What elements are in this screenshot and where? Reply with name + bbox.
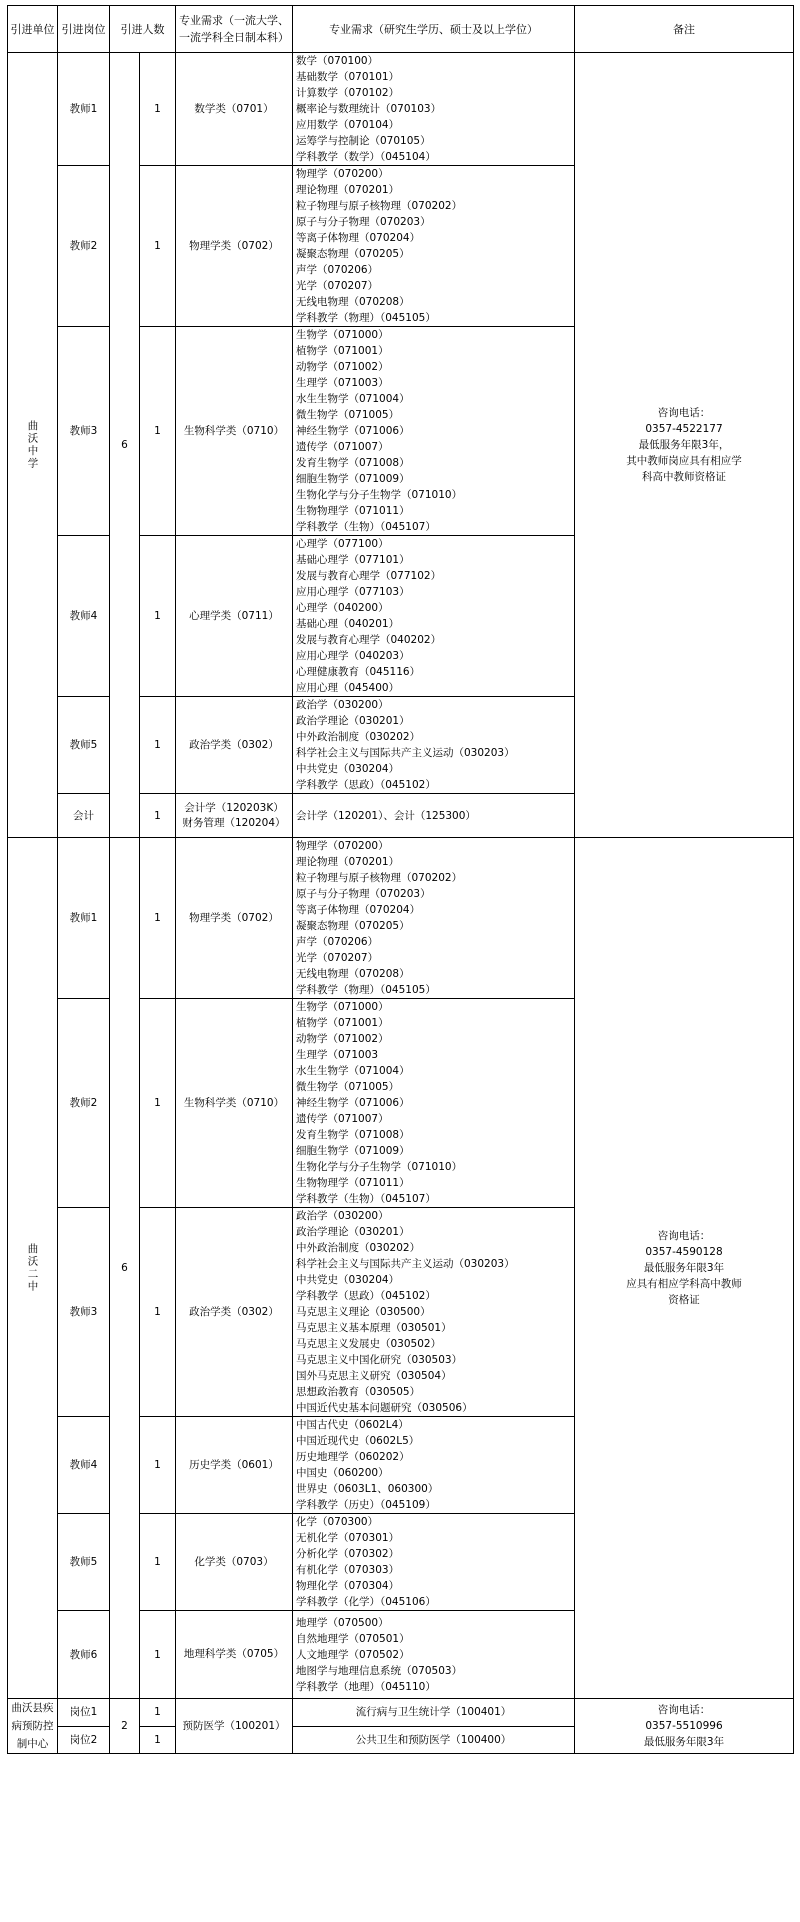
- undergrad-major-line: 心理学类（0711）: [189, 609, 279, 622]
- graduate-major-line: 中共党史（030204）: [296, 763, 400, 775]
- graduate-major-line: 学科教学（思政）（045102）: [296, 1290, 436, 1302]
- graduate-major-line: 科学社会主义与国际共产主义运动（030203）: [296, 747, 515, 759]
- graduate-major-line: 应用心理学（077103）: [296, 586, 410, 598]
- post-name-cell: 教师4: [58, 1417, 110, 1514]
- post-count-cell: 1: [140, 536, 176, 697]
- graduate-major-line: 物理学（070200）: [296, 840, 389, 852]
- post-count-cell: 1: [140, 838, 176, 999]
- graduate-major-line: 水生生物学（071004）: [296, 393, 410, 405]
- graduate-major-line: 无线电物理（070208）: [296, 296, 410, 308]
- unit-name: 曲沃二中: [26, 1243, 39, 1293]
- post-name-cell: 教师1: [58, 838, 110, 999]
- undergrad-major-cell: [176, 166, 293, 327]
- graduate-major-line: 马克思主义中国化研究（030503）: [296, 1354, 463, 1366]
- remark-line: 其中教师岗应具有相应学: [626, 455, 742, 467]
- unit-total-cell: 6: [110, 53, 140, 838]
- graduate-major-line: 原子与分子物理（070203）: [296, 216, 431, 228]
- graduate-major-cell: [293, 53, 575, 166]
- header-unit: 引进单位: [8, 6, 58, 53]
- remark-line: 0357-4522177: [645, 423, 723, 435]
- post-count-cell: 1: [140, 1514, 176, 1611]
- graduate-major-line: 地理学（070500）: [296, 1616, 389, 1629]
- post-name-cell: 教师5: [58, 1514, 110, 1611]
- graduate-major-line: 理论物理（070201）: [296, 856, 400, 868]
- graduate-major-line: 人文地理学（070502）: [296, 1648, 410, 1661]
- graduate-major-line: 政治学（030200）: [296, 1210, 389, 1222]
- post-count-cell: 1: [140, 1417, 176, 1514]
- graduate-major-line: 无机化学（070301）: [296, 1532, 400, 1544]
- post-name-cell: 教师2: [58, 166, 110, 327]
- graduate-major-line: 马克思主义理论（030500）: [296, 1306, 431, 1318]
- graduate-major-line: 学科教学（物理）（045105）: [296, 984, 436, 996]
- graduate-major-line: 自然地理学（070501）: [296, 1632, 410, 1645]
- graduate-major-line: 生物学（071000）: [296, 329, 389, 341]
- unit-total-cell: 2: [110, 1699, 140, 1754]
- undergrad-major-line: 政治学类（0302）: [189, 1305, 279, 1318]
- header-count: 引进人数: [110, 6, 176, 53]
- header-remark: 备注: [575, 6, 794, 53]
- graduate-major-cell: [293, 1726, 575, 1754]
- undergrad-major-cell: [176, 999, 293, 1208]
- post-count-cell: 1: [140, 327, 176, 536]
- post-count-cell: 1: [140, 1208, 176, 1417]
- graduate-major-line: 生物化学与分子生物学（071010）: [296, 489, 463, 501]
- graduate-major-line: 化学（070300）: [296, 1516, 379, 1528]
- graduate-major-line: 政治学理论（030201）: [296, 715, 410, 727]
- graduate-major-cell: [293, 536, 575, 697]
- undergrad-major-cell: [176, 794, 293, 838]
- remark-line: 0357-4590128: [645, 1246, 723, 1258]
- graduate-major-cell: [293, 1611, 575, 1699]
- undergrad-major-cell: [176, 697, 293, 794]
- graduate-major-line: 粒子物理与原子核物理（070202）: [296, 872, 463, 884]
- undergrad-major-line: 政治学类（0302）: [189, 738, 279, 751]
- undergrad-major-cell: [176, 53, 293, 166]
- graduate-major-line: 遗传学（071007）: [296, 1113, 389, 1125]
- graduate-major-line: 生理学（071003: [296, 1049, 379, 1061]
- graduate-major-line: 马克思主义发展史（030502）: [296, 1338, 442, 1350]
- remark-line: 资格证: [668, 1294, 700, 1306]
- graduate-major-line: 学科教学（历史）（045109）: [296, 1499, 436, 1511]
- graduate-major-line: 学科教学（物理）（045105）: [296, 312, 436, 324]
- graduate-major-line: 生物物理学（071011）: [296, 1177, 410, 1189]
- graduate-major-line: 心理健康教育（045116）: [296, 666, 421, 678]
- graduate-major-line: 动物学（071002）: [296, 361, 389, 373]
- graduate-major-cell: [293, 1514, 575, 1611]
- post-name-cell: 教师4: [58, 536, 110, 697]
- graduate-major-line: 应用心理（045400）: [296, 682, 400, 694]
- graduate-major-line: 学科教学（思政）（045102）: [296, 779, 436, 791]
- remark-cell: [575, 1699, 794, 1754]
- graduate-major-line: 物理学（070200）: [296, 168, 389, 180]
- graduate-major-line: 植物学（071001）: [296, 345, 389, 357]
- remark-cell: [575, 53, 794, 838]
- graduate-major-line: 学科教学（生物）（045107）: [296, 1193, 436, 1205]
- graduate-major-line: 细胞生物学（071009）: [296, 1145, 410, 1157]
- graduate-major-line: 地图学与地理信息系统（070503）: [296, 1664, 463, 1677]
- graduate-major-line: 科学社会主义与国际共产主义运动（030203）: [296, 1258, 515, 1270]
- graduate-major-line: 中外政治制度（030202）: [296, 1242, 421, 1254]
- graduate-major-line: 微生物学（071005）: [296, 409, 400, 421]
- post-count-cell: 1: [140, 1699, 176, 1727]
- remark-line: 最低服务年限3年: [643, 1262, 725, 1274]
- graduate-major-line: 中国史（060200）: [296, 1467, 389, 1479]
- graduate-major-line: 发育生物学（071008）: [296, 1129, 410, 1141]
- table-row: [8, 53, 794, 166]
- graduate-major-line: 生理学（071003）: [296, 377, 389, 389]
- post-name-cell: 教师5: [58, 697, 110, 794]
- graduate-major-cell: [293, 697, 575, 794]
- undergrad-major-cell: [176, 536, 293, 697]
- graduate-major-line: 国外马克思主义研究（030504）: [296, 1370, 452, 1382]
- unit-name-line: 曲沃县疾: [11, 1702, 54, 1714]
- graduate-major-line: 基础心理学（077101）: [296, 554, 410, 566]
- graduate-major-line: 分析化学（070302）: [296, 1548, 400, 1560]
- graduate-major-line: 原子与分子物理（070203）: [296, 888, 431, 900]
- remark-line: 最低服务年限3年: [643, 1736, 725, 1748]
- graduate-major-line: 历史地理学（060202）: [296, 1451, 410, 1463]
- graduate-major-line: 理论物理（070201）: [296, 184, 400, 196]
- graduate-major-cell: [293, 327, 575, 536]
- graduate-major-line: 学科教学（化学）（045106）: [296, 1596, 436, 1608]
- post-count-cell: 1: [140, 1726, 176, 1754]
- graduate-major-line: 中国近现代史（0602L5）: [296, 1435, 420, 1447]
- undergrad-major-line: 物理学类（0702）: [189, 239, 279, 252]
- unit-name: 曲沃中学: [26, 420, 39, 470]
- undergrad-major-line: 生物科学类（0710）: [183, 424, 285, 437]
- graduate-major-line: 凝聚态物理（070205）: [296, 248, 410, 260]
- graduate-major-line: 政治学理论（030201）: [296, 1226, 410, 1238]
- unit-name-line: 制中心: [16, 1738, 49, 1750]
- graduate-major-line: 生物物理学（071011）: [296, 505, 410, 517]
- graduate-major-line: 政治学（030200）: [296, 699, 389, 711]
- table-row: [8, 838, 794, 999]
- graduate-major-line: 发育生物学（071008）: [296, 457, 410, 469]
- unit-name-cell: [8, 838, 58, 1699]
- post-name-cell: 会计: [58, 794, 110, 838]
- graduate-major-line: 概率论与数理统计（070103）: [296, 103, 442, 115]
- undergrad-major-line: 会计学（120203K）: [184, 801, 284, 814]
- undergrad-major-cell: [176, 1208, 293, 1417]
- graduate-major-line: 神经生物学（071006）: [296, 425, 410, 437]
- graduate-major-line: 物理化学（070304）: [296, 1580, 400, 1592]
- graduate-major-line: 学科教学（地理）（045110）: [296, 1680, 436, 1693]
- undergrad-major-line: 化学类（0703）: [194, 1555, 274, 1568]
- post-name-cell: 岗位1: [58, 1699, 110, 1727]
- undergrad-major-cell: [176, 838, 293, 999]
- graduate-major-line: 心理学（077100）: [296, 538, 389, 550]
- header-row: [8, 6, 794, 53]
- graduate-major-cell: [293, 999, 575, 1208]
- graduate-major-line: 等离子体物理（070204）: [296, 904, 421, 916]
- graduate-major-line: 流行病与卫生统计学（100401）: [355, 1706, 512, 1719]
- graduate-major-cell: [293, 838, 575, 999]
- graduate-major-line: 应用心理学（040203）: [296, 650, 410, 662]
- post-name-cell: 教师6: [58, 1611, 110, 1699]
- graduate-major-line: 计算数学（070102）: [296, 87, 400, 99]
- undergrad-major-cell: [176, 1611, 293, 1699]
- graduate-major-cell: [293, 1417, 575, 1514]
- graduate-major-line: 微生物学（071005）: [296, 1081, 400, 1093]
- graduate-major-line: 运筹学与控制论（070105）: [296, 135, 431, 147]
- graduate-major-line: 学科教学（数学）（045104）: [296, 151, 436, 163]
- graduate-major-line: 公共卫生和预防医学（100400）: [355, 1733, 512, 1746]
- graduate-major-line: 细胞生物学（071009）: [296, 473, 410, 485]
- graduate-major-line: 思想政治教育（030505）: [296, 1386, 421, 1398]
- graduate-major-line: 神经生物学（071006）: [296, 1097, 410, 1109]
- graduate-major-line: 基础数学（070101）: [296, 71, 400, 83]
- graduate-major-line: 心理学（040200）: [296, 602, 389, 614]
- graduate-major-line: 学科教学（生物）（045107）: [296, 521, 436, 533]
- graduate-major-line: 生物学（071000）: [296, 1001, 389, 1013]
- graduate-major-line: 中国古代史（0602L4）: [296, 1419, 409, 1431]
- graduate-major-line: 马克思主义基本原理（030501）: [296, 1322, 452, 1334]
- graduate-major-line: 植物学（071001）: [296, 1017, 389, 1029]
- post-count-cell: 1: [140, 794, 176, 838]
- undergrad-major-cell: [176, 1417, 293, 1514]
- graduate-major-line: 光学（070207）: [296, 280, 379, 292]
- graduate-major-line: 发展与教育心理学（040202）: [296, 634, 442, 646]
- header-post: 引进岗位: [58, 6, 110, 53]
- graduate-major-line: 会计学（120201）、会计（125300）: [296, 809, 476, 822]
- graduate-major-line: 有机化学（070303）: [296, 1564, 400, 1576]
- graduate-major-line: 中国近代史基本问题研究（030506）: [296, 1402, 473, 1414]
- graduate-major-line: 中外政治制度（030202）: [296, 731, 421, 743]
- post-name-cell: 教师2: [58, 999, 110, 1208]
- graduate-major-line: 数学（070100）: [296, 55, 379, 67]
- unit-name-cell: [8, 1699, 58, 1754]
- graduate-major-line: 生物化学与分子生物学（071010）: [296, 1161, 463, 1173]
- post-name-cell: 教师1: [58, 53, 110, 166]
- graduate-major-line: 声学（070206）: [296, 264, 379, 276]
- post-name-cell: 岗位2: [58, 1726, 110, 1754]
- remark-line: 咨询电话：: [657, 1704, 711, 1716]
- graduate-major-line: 发展与教育心理学（077102）: [296, 570, 442, 582]
- graduate-major-line: 应用数学（070104）: [296, 119, 400, 131]
- remark-line: 科高中教师资格证: [642, 471, 726, 483]
- remark-line: 应具有相应学科高中教师: [626, 1278, 742, 1290]
- header-graduate-majors: 专业需求（研究生学历、硕士及以上学位）: [293, 6, 575, 53]
- undergrad-major-line: 数学类（0701）: [194, 102, 274, 115]
- undergrad-major-line: 财务管理（120204）: [182, 816, 286, 829]
- graduate-major-line: 凝聚态物理（070205）: [296, 920, 410, 932]
- remark-line: 咨询电话：: [657, 1230, 711, 1242]
- graduate-major-line: 光学（070207）: [296, 952, 379, 964]
- remark-line: 最低服务年限3年，: [638, 439, 730, 451]
- table-body: [8, 53, 794, 1754]
- unit-total-cell: 6: [110, 838, 140, 1699]
- recruitment-table: [7, 5, 794, 1754]
- graduate-major-cell: [293, 1208, 575, 1417]
- post-count-cell: 1: [140, 166, 176, 327]
- unit-name-cell: [8, 53, 58, 838]
- post-count-cell: 1: [140, 697, 176, 794]
- post-count-cell: 1: [140, 53, 176, 166]
- post-count-cell: 1: [140, 1611, 176, 1699]
- header-undergrad-majors: 专业需求（一流大学、一流学科全日制本科）: [176, 6, 293, 53]
- graduate-major-line: 无线电物理（070208）: [296, 968, 410, 980]
- undergrad-major-cell: [176, 1514, 293, 1611]
- graduate-major-line: 等离子体物理（070204）: [296, 232, 421, 244]
- undergrad-major-line: 地理科学类（0705）: [183, 1648, 285, 1660]
- graduate-major-line: 水生生物学（071004）: [296, 1065, 410, 1077]
- undergrad-major-line: 生物科学类（0710）: [183, 1096, 285, 1109]
- table-row: [8, 1699, 794, 1727]
- graduate-major-line: 基础心理（040201）: [296, 618, 400, 630]
- undergrad-major-line: 物理学类（0702）: [189, 911, 279, 924]
- post-name-cell: 教师3: [58, 327, 110, 536]
- undergrad-major-cell: 预防医学（100201）: [176, 1699, 293, 1754]
- unit-name-line: 病预防控: [11, 1720, 54, 1732]
- post-count-cell: 1: [140, 999, 176, 1208]
- undergrad-major-line: 历史学类（0601）: [189, 1458, 279, 1471]
- post-name-cell: 教师3: [58, 1208, 110, 1417]
- remark-line: 咨询电话：: [657, 407, 711, 419]
- graduate-major-cell: [293, 166, 575, 327]
- graduate-major-line: 粒子物理与原子核物理（070202）: [296, 200, 463, 212]
- remark-line: 0357-5510996: [645, 1720, 723, 1732]
- remark-cell: [575, 838, 794, 1699]
- graduate-major-line: 世界史（0603L1、060300）: [296, 1483, 439, 1495]
- graduate-major-line: 遗传学（071007）: [296, 441, 389, 453]
- graduate-major-line: 声学（070206）: [296, 936, 379, 948]
- undergrad-major-cell: [176, 327, 293, 536]
- graduate-major-cell: [293, 794, 575, 838]
- graduate-major-line: 中共党史（030204）: [296, 1274, 400, 1286]
- graduate-major-cell: [293, 1699, 575, 1727]
- graduate-major-line: 动物学（071002）: [296, 1033, 389, 1045]
